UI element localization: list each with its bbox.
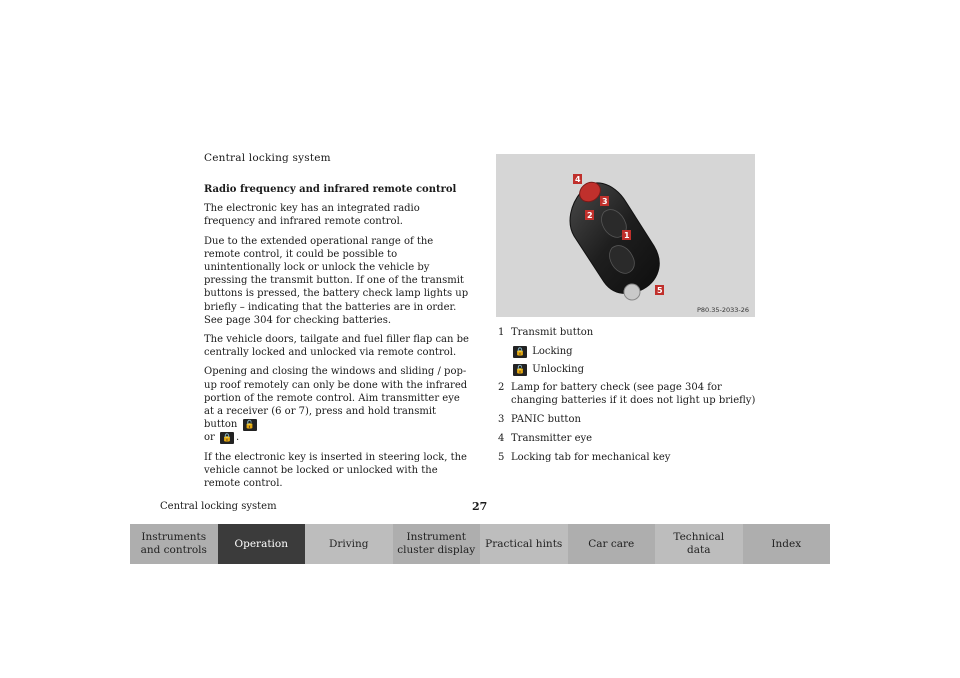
legend-text: PANIC button: [511, 414, 581, 425]
paragraph: Due to the extended operational range of the remote control, it could be possible to unintentionally lock or unlock the vehicle by pressing the transmit button. If one of the transmit buttons is pressed, the battery check lamp lights up briefly – indicating that the batteries are in order. See page 304 for checking batteries.: [204, 235, 469, 326]
tab-car-care[interactable]: Car care: [568, 524, 656, 564]
footer-section-title: Central locking system: [160, 501, 277, 512]
subsection-heading: Radio frequency and infrared remote control: [204, 184, 457, 195]
legend-item: [498, 413, 768, 426]
paragraph-text: or: [204, 432, 215, 444]
lock-icon: 🔒: [220, 432, 234, 444]
lock-icon: 🔒: [513, 346, 527, 358]
tab-technical-data[interactable]: Technical data: [655, 524, 743, 564]
paragraph: If the electronic key is inserted in steering lock, the vehicle cannot be locked or unlocked with the remote control.: [204, 451, 467, 490]
legend-number: 3: [498, 414, 505, 425]
paragraph: The vehicle doors, tailgate and fuel filler flap can be centrally locked and unlocked via remote control.: [204, 334, 469, 359]
tab-index[interactable]: Index: [743, 524, 831, 564]
callout-5: 5: [657, 286, 663, 295]
legend-list: [498, 326, 768, 470]
callout-2: 2: [587, 211, 593, 220]
legend-sub-item-locking: [511, 345, 768, 358]
legend-text: Locking tab for mechanical key: [511, 452, 671, 463]
legend-sub-text: Locking: [532, 346, 573, 357]
legend-sub-text: Unlocking: [532, 364, 584, 375]
section-title: Central locking system: [204, 152, 331, 164]
paragraph: The electronic key has an integrated radio frequency and infrared remote control.: [204, 203, 420, 228]
callout-4: 4: [575, 175, 581, 184]
tab-instrument-cluster-display[interactable]: Instrument cluster display: [393, 524, 481, 564]
tab-practical-hints[interactable]: Practical hints: [480, 524, 568, 564]
legend-sub-item-unlocking: [511, 363, 768, 376]
legend-item: [498, 326, 768, 339]
paragraph-text: Opening and closing the windows and sliding / pop-up roof remotely can only be done with the infrared portion of the remote control. Aim transmitter eye at a receiver (6 or 7), press and hold transmit button: [204, 366, 468, 431]
page-number: 27: [472, 500, 488, 513]
legend-number: 4: [498, 433, 505, 444]
unlock-icon: 🔓: [513, 364, 527, 376]
tab-instruments-and-controls[interactable]: Instruments and controls: [130, 524, 218, 564]
tab-driving[interactable]: Driving: [305, 524, 393, 564]
legend-number: 2: [498, 382, 505, 393]
legend-item: [498, 381, 768, 407]
legend-text: Transmit button: [511, 327, 594, 338]
chapter-nav: [130, 524, 830, 564]
legend-item: [498, 432, 768, 445]
legend-text: Transmitter eye: [511, 433, 593, 444]
legend-number: 1: [498, 327, 505, 338]
remote-key-illustration: [496, 154, 755, 317]
tab-operation[interactable]: Operation: [218, 524, 306, 564]
left-column: [204, 183, 472, 496]
legend-text: Lamp for battery check (see page 304 for changing batteries if it does not light up briefly): [511, 382, 756, 406]
callout-3: 3: [602, 197, 608, 206]
legend-item: [498, 451, 768, 464]
legend-number: 5: [498, 452, 505, 463]
paragraph-with-icons: [204, 365, 472, 444]
unlock-icon: 🔓: [243, 419, 257, 431]
callout-1: 1: [624, 231, 630, 240]
figure-code: P80.35-2033-26: [696, 306, 749, 314]
paragraph-text: .: [236, 432, 240, 444]
remote-key-figure: [496, 154, 755, 317]
